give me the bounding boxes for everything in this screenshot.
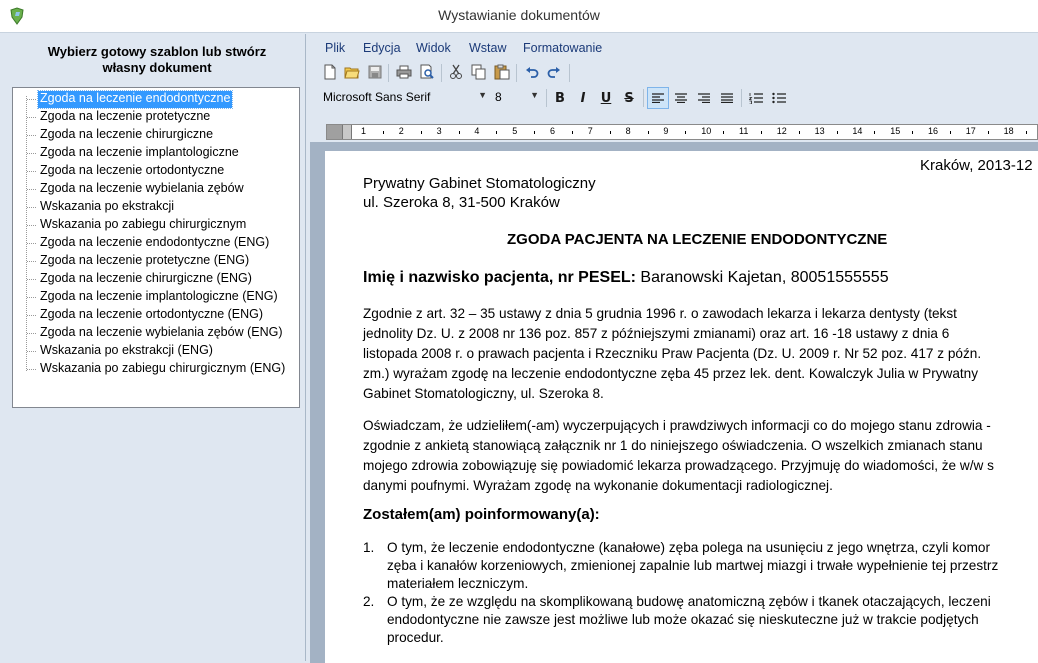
clinic-name: Prywatny Gabinet Stomatologiczny bbox=[363, 175, 596, 192]
template-tree-item[interactable]: Zgoda na leczenie implantologiczne (ENG) bbox=[38, 289, 280, 306]
ruler-number: 2 bbox=[398, 126, 404, 136]
numbered-list-button[interactable] bbox=[745, 87, 767, 109]
standard-toolbar bbox=[318, 61, 1038, 85]
align-justify-icon bbox=[721, 93, 733, 103]
menu-edycja[interactable]: Edycja bbox=[363, 41, 401, 55]
ruler-number: 4 bbox=[474, 126, 480, 136]
ruler-tick bbox=[799, 131, 800, 134]
template-panel bbox=[4, 34, 306, 661]
list-item-number: 1. bbox=[363, 540, 375, 555]
paragraph1-line: zm.) wyrażam zgodę na leczenie endodontyczne zęba 45 przez lek. dent. Kowalczyk Julia w Prywatny bbox=[363, 366, 979, 381]
toolbar-separator bbox=[441, 64, 442, 82]
paste-icon[interactable] bbox=[491, 61, 513, 83]
ruler-number: 5 bbox=[512, 126, 518, 136]
ruler-tick bbox=[988, 131, 989, 134]
ruler-number: 7 bbox=[587, 126, 593, 136]
list-item-line: O tym, że ze względu na skomplikowaną budowę anatomiczną zębów i tkanek otaczających, leczeni bbox=[387, 594, 991, 609]
paragraph2-line: zgodnie z ankietą stanowiącą załącznik nr 1 do niniejszego oświadczenia. O wszelkich zmianach stanu bbox=[363, 438, 983, 453]
paragraph1-line: jednolity Dz. U. z 2008 nr 136 poz. 857 z późniejszymi zmianami) oraz art. 16 -18 ustawy z dnia 6 bbox=[363, 326, 950, 341]
template-tree-item[interactable]: Zgoda na leczenie chirurgiczne (ENG) bbox=[38, 271, 254, 288]
template-tree-item[interactable]: Zgoda na leczenie endodontyczne bbox=[38, 91, 232, 108]
print-icon[interactable] bbox=[393, 61, 415, 83]
chevron-down-icon[interactable]: ▼ bbox=[478, 90, 487, 100]
ruler-tick bbox=[648, 131, 649, 134]
toolbar-separator bbox=[643, 89, 644, 107]
clinic-address: ul. Szeroka 8, 31-500 Kraków bbox=[363, 194, 560, 211]
cut-icon[interactable] bbox=[445, 61, 467, 83]
list-item-number: 2. bbox=[363, 594, 375, 609]
menu-formatowanie[interactable]: Formatowanie bbox=[523, 41, 603, 55]
ruler-number: 10 bbox=[701, 126, 712, 136]
tree-connector-lines bbox=[26, 96, 38, 371]
numbered-list-icon bbox=[749, 92, 763, 104]
ruler-tick bbox=[534, 131, 535, 134]
ruler-number: 8 bbox=[625, 126, 631, 136]
ruler-number: 6 bbox=[550, 126, 556, 136]
template-tree-item[interactable]: Zgoda na leczenie chirurgiczne bbox=[38, 127, 215, 144]
list-item-line: O tym, że leczenie endodontyczne (kanałowe) zęba polega na usunięciu z jego wnętrza, czyli komor bbox=[387, 540, 990, 555]
template-tree-item[interactable]: Zgoda na leczenie endodontyczne (ENG) bbox=[38, 235, 271, 252]
ruler-tick bbox=[383, 131, 384, 134]
template-tree-item[interactable]: Wskazania po ekstrakcji bbox=[38, 199, 176, 216]
template-tree-item[interactable]: Wskazania po zabiegu chirurgicznym bbox=[38, 217, 248, 234]
document-area[interactable] bbox=[310, 142, 1038, 663]
paragraph2-line: Oświadczam, że udzieliłem(-am) wyczerpujących i prawdziwych informacji co do mojego stanu zdrowia - bbox=[363, 418, 991, 433]
template-tree-item[interactable]: Zgoda na leczenie wybielania zębów bbox=[38, 181, 246, 198]
format-toolbar bbox=[318, 86, 1038, 110]
template-tree-item[interactable]: Zgoda na leczenie ortodontyczne bbox=[38, 163, 226, 180]
ruler-tick bbox=[572, 131, 573, 134]
ruler-tick bbox=[950, 131, 951, 134]
heading-line-2: własny dokument bbox=[102, 60, 212, 75]
menu-wstaw[interactable]: Wstaw bbox=[469, 41, 507, 55]
paragraph2-line: danymi poufnymi. Wyrażam zgodę na wykonanie dokumentacji radiologicznej. bbox=[363, 478, 833, 493]
list-item-line: zęba i kanałów korzeniowych, zmienionej zapalnie lub martwej miazgi i trwałe wypełnienie tej przestrz bbox=[387, 558, 999, 573]
ruler-tick bbox=[874, 131, 875, 134]
bullet-list-button[interactable] bbox=[768, 87, 790, 109]
font-name-combo[interactable] bbox=[320, 88, 490, 108]
template-tree-item[interactable]: Zgoda na leczenie implantologiczne bbox=[38, 145, 241, 162]
ruler-tick bbox=[685, 131, 686, 134]
bold-button[interactable]: B bbox=[555, 90, 565, 106]
redo-icon[interactable] bbox=[543, 61, 565, 83]
template-tree-item[interactable]: Wskazania po ekstrakcji (ENG) bbox=[38, 343, 215, 360]
italic-button[interactable]: I bbox=[580, 90, 586, 106]
toolbar-separator bbox=[569, 64, 570, 82]
ruler-tick bbox=[761, 131, 762, 134]
save-icon[interactable] bbox=[364, 61, 386, 83]
template-tree[interactable] bbox=[12, 87, 300, 408]
ruler-number: 18 bbox=[1003, 126, 1014, 136]
strikethrough-button[interactable]: S bbox=[624, 90, 634, 106]
ruler-tick bbox=[723, 131, 724, 134]
ruler-number: 1 bbox=[361, 126, 367, 136]
chevron-down-icon[interactable]: ▼ bbox=[530, 90, 539, 100]
heading-line-1: Wybierz gotowy szablon lub stwórz bbox=[47, 44, 267, 59]
bullet-list-icon bbox=[772, 92, 786, 104]
ruler-number: 14 bbox=[852, 126, 863, 136]
open-folder-icon[interactable] bbox=[341, 61, 363, 83]
ruler-number: 15 bbox=[890, 126, 901, 136]
paragraph1-line: listopada 2008 r. o prawach pacjenta i Rzeczniku Praw Pacjenta (Dz. U. 2009 r. Nr 52 poz. 417 z późn. bbox=[363, 346, 982, 361]
document-page[interactable] bbox=[325, 151, 1038, 663]
template-tree-item[interactable]: Zgoda na leczenie protetyczne (ENG) bbox=[38, 253, 251, 270]
underline-button[interactable]: U bbox=[600, 90, 612, 106]
paragraph2-line: mojego zdrowia zobowiązuję się powiadomić lekarza prowadzącego. Przyjmuję do wiadomości, że w/w s bbox=[363, 458, 994, 473]
list-item-line: materiałem leczniczym. bbox=[387, 576, 529, 591]
new-document-icon[interactable] bbox=[319, 61, 341, 83]
list-item-line: procedur. bbox=[387, 630, 444, 645]
patient-value: Baranowski Kajetan, 80051555555 bbox=[635, 269, 889, 286]
align-justify-button[interactable] bbox=[716, 87, 738, 109]
template-tree-item[interactable]: Zgoda na leczenie wybielania zębów (ENG) bbox=[38, 325, 285, 342]
list-item-line: endodontyczne nie zawsze jest możliwe lub może okazać się nieskuteczne już w trakcie podjętych bbox=[387, 612, 979, 627]
ruler-number: 16 bbox=[928, 126, 939, 136]
toolbar-separator bbox=[546, 89, 547, 107]
font-size-value: 8 bbox=[495, 90, 502, 104]
ruler-tick bbox=[610, 131, 611, 134]
align-right-button[interactable] bbox=[693, 87, 715, 109]
ruler-number: 9 bbox=[663, 126, 669, 136]
ruler-tick bbox=[1026, 131, 1027, 134]
ruler-tick bbox=[459, 131, 460, 134]
ruler-tick bbox=[496, 131, 497, 134]
align-left-icon bbox=[652, 93, 664, 103]
ruler-tick bbox=[421, 131, 422, 134]
align-right-icon bbox=[698, 93, 710, 103]
undo-icon[interactable] bbox=[521, 61, 543, 83]
font-size-combo[interactable] bbox=[492, 88, 542, 108]
menu-widok[interactable]: Widok bbox=[416, 41, 451, 55]
window-title: Wystawianie dokumentów bbox=[438, 7, 600, 23]
font-name-value: Microsoft Sans Serif bbox=[323, 90, 431, 104]
ruler-number: 11 bbox=[739, 126, 749, 136]
template-tree-item[interactable]: Zgoda na leczenie ortodontyczne (ENG) bbox=[38, 307, 265, 324]
patient-line bbox=[363, 269, 889, 287]
patient-label: Imię i nazwisko pacjenta, nr PESEL: bbox=[363, 269, 636, 286]
paragraph1-line: Zgodnie z art. 32 – 35 ustawy z dnia 5 grudnia 1996 r. o zawodach lekarza i lekarza dentysty (tekst bbox=[363, 306, 957, 321]
document-title: ZGODA PACJENTA NA LECZENIE ENDODONTYCZNE bbox=[507, 231, 888, 248]
template-tree-item[interactable]: Zgoda na leczenie protetyczne bbox=[38, 109, 212, 126]
subheading: Zostałem(am) poinformowany(a): bbox=[363, 506, 600, 523]
ruler-number: 13 bbox=[814, 126, 825, 136]
align-center-icon bbox=[675, 93, 687, 103]
toolbar-separator bbox=[388, 64, 389, 82]
template-tree-item[interactable]: Wskazania po zabiegu chirurgicznym (ENG) bbox=[38, 361, 287, 378]
align-left-button[interactable] bbox=[647, 87, 669, 109]
toolbar-separator bbox=[516, 64, 517, 82]
print-preview-icon[interactable] bbox=[416, 61, 438, 83]
indent-marker[interactable] bbox=[342, 124, 352, 140]
ruler-tick bbox=[912, 131, 913, 134]
ruler-number: 17 bbox=[965, 126, 976, 136]
ruler-number: 12 bbox=[776, 126, 787, 136]
copy-icon[interactable] bbox=[468, 61, 490, 83]
paragraph1-line: Gabinet Stomatologiczny, ul. Szeroka 8. bbox=[363, 386, 604, 401]
document-date: Kraków, 2013-12 bbox=[920, 157, 1033, 174]
template-panel-heading bbox=[12, 44, 302, 76]
menu-plik[interactable]: Plik bbox=[325, 41, 346, 55]
align-center-button[interactable] bbox=[670, 87, 692, 109]
toolbar-separator bbox=[741, 89, 742, 107]
title-bar bbox=[0, 0, 1038, 32]
ruler-tick bbox=[837, 131, 838, 134]
ruler-number: 3 bbox=[436, 126, 442, 136]
ruler[interactable] bbox=[326, 124, 1038, 140]
